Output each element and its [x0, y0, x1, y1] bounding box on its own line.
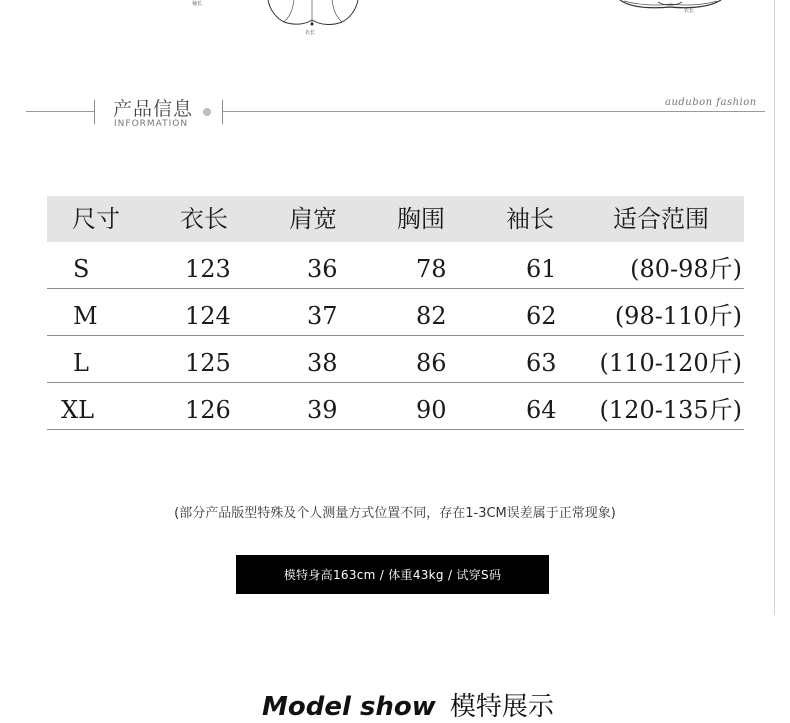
cell-size: M [73, 302, 98, 330]
sketch-label-length: 衣长 [305, 30, 316, 36]
header-rule-right [222, 111, 765, 112]
cell-shoulder: 38 [307, 349, 338, 377]
header-chest: 胸围 [397, 205, 445, 233]
header-shoulder: 肩宽 [289, 205, 337, 233]
section-subtitle: INFORMATION [114, 119, 189, 129]
table-row [47, 336, 744, 383]
cell-shoulder: 36 [307, 255, 338, 283]
sketch-label-length-back: 衣长 [684, 8, 695, 14]
table-header-row [47, 196, 744, 242]
cell-length: 125 [185, 349, 231, 377]
cell-chest: 82 [416, 302, 447, 330]
cell-fit-range: (110-120斤) [599, 349, 742, 377]
cell-fit-range: (120-135斤) [599, 396, 742, 424]
cell-chest: 90 [416, 396, 447, 424]
header-tick-right [222, 100, 223, 124]
cell-sleeve: 61 [526, 255, 557, 283]
brand-script: audubon fashion [665, 97, 757, 108]
cell-shoulder: 37 [307, 302, 338, 330]
cell-sleeve: 64 [526, 396, 557, 424]
header-dot [203, 108, 211, 116]
cell-shoulder: 39 [307, 396, 338, 424]
next-section-title [262, 686, 554, 723]
header-size: 尺寸 [72, 205, 120, 233]
cell-size: XL [61, 396, 95, 424]
garment-sketch-back-drawing [618, 0, 723, 16]
cell-length: 124 [185, 302, 231, 330]
header-rule-left [26, 111, 94, 112]
cell-chest: 78 [416, 255, 447, 283]
page-edge-line [774, 0, 775, 615]
cell-size: L [73, 349, 89, 377]
header-fit-range: 适合范围 [613, 205, 709, 233]
size-table [47, 196, 744, 430]
next-section-title-en: Model show [262, 692, 436, 722]
header-length: 衣长 [180, 205, 228, 233]
cell-sleeve: 63 [526, 349, 557, 377]
header-tick-left [94, 100, 95, 124]
model-info-text: 模特身高163cm / 体重43kg / 试穿S码 [283, 568, 502, 582]
table-row [47, 242, 744, 289]
next-section-title-cn: 模特展示 [449, 692, 554, 722]
cell-length: 126 [185, 396, 231, 424]
header-sleeve: 袖长 [506, 205, 554, 233]
cell-chest: 86 [416, 349, 447, 377]
cell-fit-range: (98-110斤) [614, 302, 742, 330]
sketch-label-sleeve: 袖长 [192, 1, 203, 7]
section-title: 产品信息 [113, 98, 194, 120]
table-row [47, 289, 744, 336]
cell-size: S [73, 255, 90, 283]
garment-sketch-back [618, 0, 723, 16]
measurement-note: (部分产品版型特殊及个人测量方式位置不同，存在1-3CM误差属于正常现象) [174, 506, 616, 521]
cell-length: 123 [185, 255, 231, 283]
cell-sleeve: 62 [526, 302, 557, 330]
cell-fit-range: (80-98斤) [630, 255, 742, 283]
table-row [47, 383, 744, 430]
model-info-banner [236, 555, 549, 594]
